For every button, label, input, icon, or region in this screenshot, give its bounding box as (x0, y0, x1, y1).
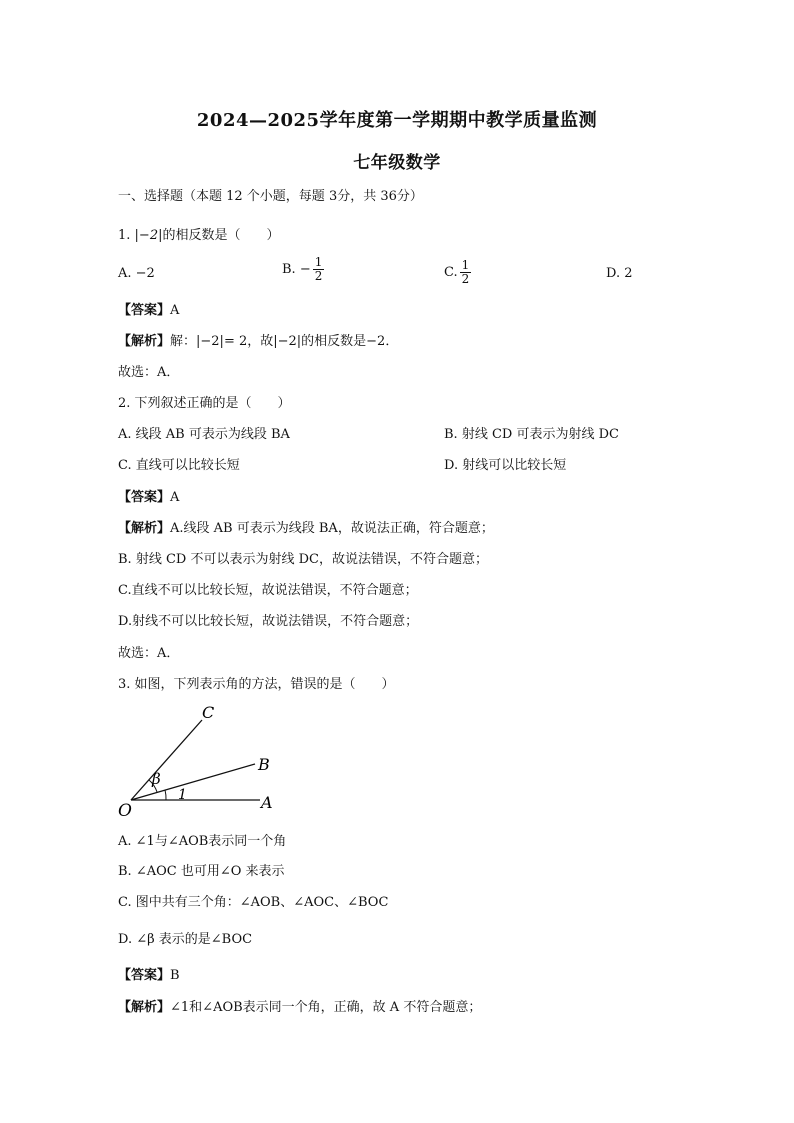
answer-tag: 【答案】 (118, 490, 171, 505)
q2-analysis-d: D.射线不可以比较长短，故说法错误，不符合题意； (118, 614, 419, 629)
q1-number: 1. (118, 228, 131, 243)
q2-option-d: D. 射线可以比较长短 (444, 458, 567, 473)
q2-analysis-b: B. 射线 CD 不可以表示为射线 DC，故说法错误，不符合题意； (118, 552, 488, 567)
q1-option-b-fraction (313, 256, 325, 283)
analysis-text: 解：|−2|= 2，故|−2|的相反数是−2． (170, 334, 399, 349)
fraction-numerator: 1 (461, 258, 470, 272)
answer-tag: 【答案】 (118, 303, 171, 318)
label-o: O (118, 801, 132, 820)
q2-option-c: C. 直线可以比较长短 (118, 458, 240, 473)
label-beta: β (152, 770, 161, 788)
q3-option-c: C. 图中共有三个角：∠AOB、∠AOC、∠BOC (118, 895, 389, 910)
answer-value: A (170, 303, 180, 318)
q1-conclusion: 故选：A． (118, 365, 180, 380)
fraction-numerator: 1 (314, 255, 323, 269)
label-a: A (261, 793, 273, 812)
answer-value: B (170, 968, 180, 983)
q1-stem (118, 227, 280, 245)
q3-option-d: D. ∠β 表示的是∠BOC (118, 932, 253, 947)
answer-value: A (170, 490, 180, 505)
q3-answer (118, 967, 180, 985)
label-c: C (202, 703, 215, 722)
q2-analysis-a (118, 520, 494, 538)
q2-option-b: B. 射线 CD 可表示为射线 DC (444, 427, 619, 442)
q1-option-c (444, 259, 473, 286)
label-b: B (258, 755, 270, 774)
page-subtitle: 七年级数学 (353, 153, 441, 173)
analysis-tag: 【解析】 (118, 521, 171, 536)
q2-stem: 2. 下列叙述正确的是（ ） (118, 396, 291, 411)
label-1: 1 (178, 787, 187, 803)
q1-stem-text: 的相反数是（ ） (162, 228, 280, 243)
q2-answer (118, 489, 179, 507)
analysis-text: A.线段 AB 可表示为线段 BA，故说法正确，符合题意； (170, 521, 494, 536)
q1-abs-expression: |−2| (134, 228, 163, 243)
section-heading: 一、选择题（本题 12 个小题，每题 3分，共 36分） (118, 189, 423, 204)
q1-option-c-prefix: C. (444, 265, 458, 280)
q1-analysis (118, 333, 398, 351)
q3-option-a: A. ∠1与∠AOB表示同一个角 (118, 834, 287, 849)
angle-1-arc (165, 790, 166, 800)
fraction-denominator: 2 (461, 272, 470, 286)
q2-conclusion: 故选：A． (118, 646, 180, 661)
q2-option-a: A. 线段 AB 可表示为线段 BA (118, 427, 290, 442)
q1-option-b-prefix: B. − (282, 262, 311, 277)
analysis-tag: 【解析】 (118, 1000, 171, 1015)
q3-stem: 3. 如图，下列表示角的方法，错误的是（ ） (118, 677, 395, 692)
q1-option-c-fraction (460, 259, 472, 286)
q1-option-b (282, 256, 326, 283)
analysis-text: ∠1和∠AOB表示同一个角，正确，故 A 不符合题意； (170, 1000, 482, 1015)
answer-tag: 【答案】 (118, 968, 171, 983)
angle-figure (110, 698, 300, 820)
q3-option-b: B. ∠AOC 也可用∠O 来表示 (118, 864, 285, 879)
q1-option-a: A. −2 (118, 266, 155, 281)
ray-ob (131, 764, 255, 800)
fraction-denominator: 2 (314, 269, 323, 283)
q1-option-d: D. 2 (606, 266, 633, 281)
q2-analysis-c: C.直线不可以比较长短，故说法错误，不符合题意； (118, 583, 418, 598)
q3-analysis (118, 999, 481, 1017)
analysis-tag: 【解析】 (118, 334, 171, 349)
q1-answer (118, 302, 179, 320)
ray-oc (131, 720, 202, 800)
page-title: 2024—2025学年度第一学期期中教学质量监测 (196, 110, 598, 131)
